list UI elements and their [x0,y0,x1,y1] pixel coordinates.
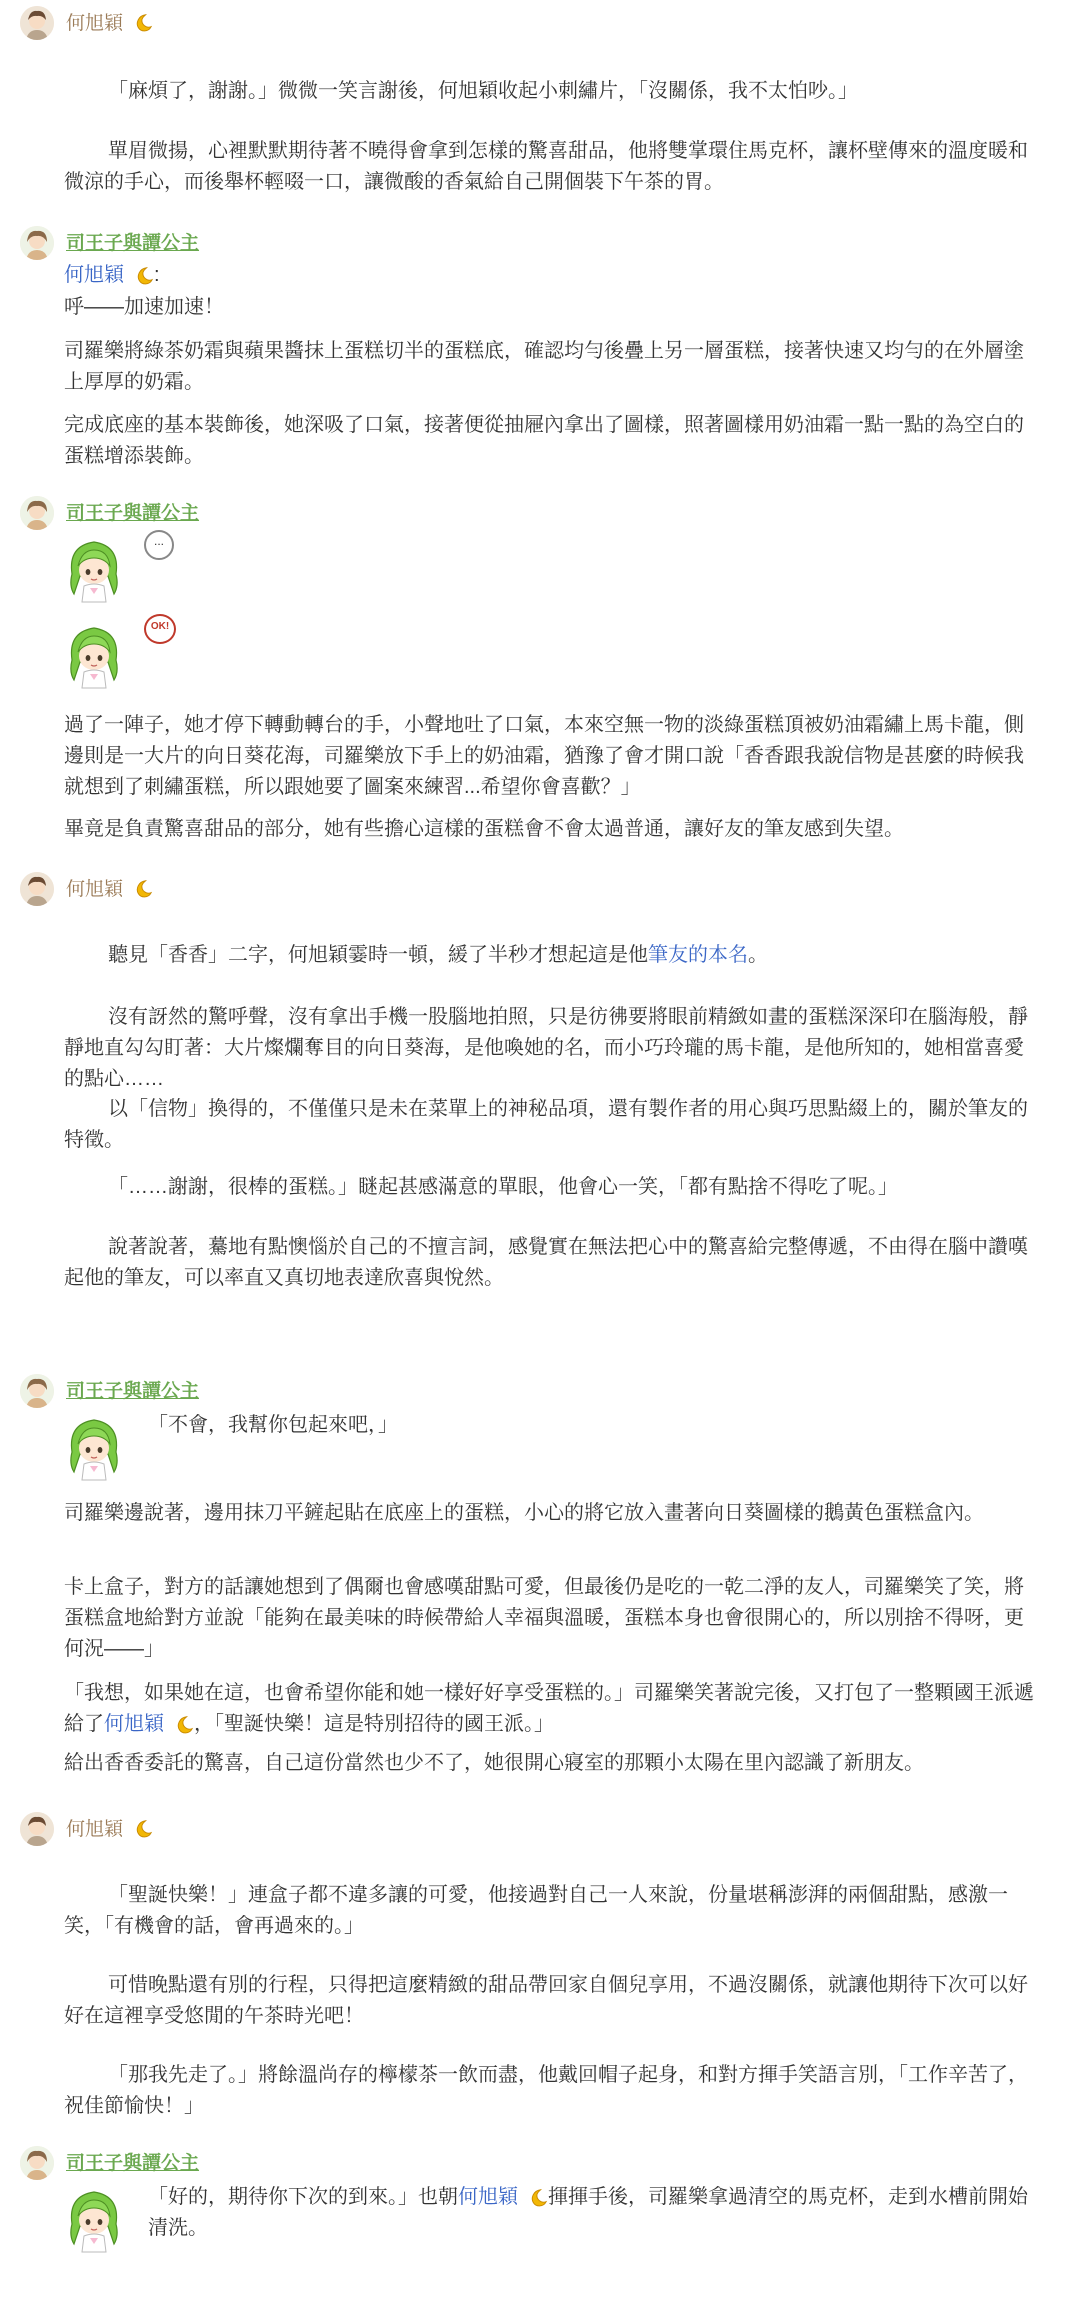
post-paragraph: 司羅樂邊說著，邊用抹刀平鏟起貼在底座上的蛋糕，小心的將它放入畫著向日葵圖樣的鵝黃色蛋糕盒內。 [64,1502,984,1524]
author-name[interactable]: 司王子與譚公主 [66,232,200,254]
crescent-moon-icon [172,1714,194,1736]
avatar[interactable] [20,226,54,260]
text-span: 「我想，如果她在這，也會希望你能和她一樣好好享受蛋糕的。」司羅樂笑著說完後，又打包了一整顆國王派遞給了 [64,1682,1034,1735]
post-paragraph: 卡上盒子，對方的話讓她想到了偶爾也會感嘆甜點可愛，但最後仍是吃的一乾二淨的友人，司羅樂笑了笑，將蛋糕盒地給對方並說「能夠在最美味的時候帶給人幸福與溫暖，蛋糕本身也會很開心的，所以別捨不得呀，更何況——」 [64,1576,1024,1660]
avatar[interactable] [20,1812,54,1846]
post-paragraph: 完成底座的基本裝飾後，她深吸了口氣，接著便從抽屜內拿出了圖樣，照著圖樣用奶油霜一點一點的為空白的蛋糕增添裝飾。 [64,414,1024,467]
post-header [20,872,153,906]
post-paragraph [64,1678,1040,1740]
post-paragraph: 呼——加速加速！ [64,296,224,318]
post-paragraph: 「那我先走了。」將餘溫尚存的檸檬茶一飲而盡，他戴回帽子起身，和對方揮手笑語言別，「工作辛苦了，祝佳節愉快！」 [64,2064,1028,2117]
author-name[interactable]: 司王子與譚公主 [66,1380,200,1402]
post-paragraph: 給出香香委託的驚喜，自己這份當然也少不了，她很開心寢室的那顆小太陽在里內認識了新朋友。 [64,1752,924,1774]
crescent-moon-icon [526,2187,548,2209]
speech-quote: 「不會，我幫你包起來吧，」 [148,1414,398,1436]
author-name[interactable]: 何旭穎 [66,878,124,900]
author-name[interactable]: 何旭穎 [66,12,124,34]
mention-colon: : [154,264,160,286]
post-1 [0,6,1080,216]
green-hair-girl-sticker [64,622,124,694]
post-7 [0,2146,1080,2306]
text-span: 聽見「香香」二字，何旭穎霎時一頓，緩了半秒才想起這是他 [108,944,648,966]
post-paragraph: 以「信物」換得的，不僅僅只是未在菜單上的神秘品項，還有製作者的用心與巧思點綴上的，關於筆友的特徵。 [64,1098,1028,1151]
pen-pal-link[interactable]: 筆友的本名 [648,944,748,966]
post-6 [0,1812,1080,2132]
avatar[interactable] [20,496,54,530]
text-span: 揮揮手後，司羅樂拿過清空的馬克杯，走到水槽前開始清洗。 [148,2186,1028,2239]
avatar[interactable] [20,1374,54,1408]
avatar[interactable] [20,872,54,906]
mention-link[interactable]: 何旭穎 [64,264,124,286]
post-paragraph: 單眉微揚，心裡默默期待著不曉得會拿到怎樣的驚喜甜品，他將雙掌環住馬克杯，讓杯壁傳來的溫度暖和微涼的手心，而後舉杯輕啜一口，讓微酸的香氣給自己開個裝下午茶的胃。 [64,140,1028,193]
post-paragraph: 沒有訝然的驚呼聲，沒有拿出手機一股腦地拍照，只是彷彿要將眼前精緻如畫的蛋糕深深印在腦海般，靜靜地直勾勾盯著：大片燦爛奪目的向日葵海，是他喚她的名，而小巧玲瓏的馬卡龍，是他所知的，她相當喜愛的點心…… [64,1006,1028,1090]
mention-link[interactable]: 何旭穎 [104,1713,164,1735]
post-paragraph: 可惜晚點還有別的行程，只得把這麼精緻的甜品帶回家自個兒享用，不過沒關係，就讓他期待下次可以好好在這裡享受悠閒的午茶時光吧！ [64,1974,1028,2027]
post-paragraph: 畢竟是負責驚喜甜品的部分，她有些擔心這樣的蛋糕會不會太過普通，讓好友的筆友感到失望。 [64,818,904,840]
post-paragraph [64,940,1040,971]
speech-bubble: OK! [144,614,176,644]
green-hair-girl-sticker [64,1414,124,1486]
crescent-moon-icon [131,1818,153,1840]
post-header [20,6,153,40]
speech-bubble: ... [144,530,174,560]
post-header [20,1374,199,1408]
post-paragraph: 「麻煩了，謝謝。」微微一笑言謝後，何旭穎收起小刺繡片，「沒關係，我不太怕吵。」 [108,80,858,102]
text-span: ，「聖誕快樂！這是特別招待的國王派。」 [194,1713,554,1735]
avatar[interactable] [20,2146,54,2180]
avatar[interactable] [20,6,54,40]
author-name[interactable]: 司王子與譚公主 [66,2152,200,2174]
text-span: 「好的，期待你下次的到來。」也朝 [148,2186,458,2208]
post-2 [0,226,1080,476]
post-3 [0,496,1080,856]
post-header [20,226,199,260]
post-header [20,496,199,530]
crescent-moon-icon [131,878,153,900]
green-hair-girl-sticker [64,536,124,608]
crescent-moon-icon [132,265,154,287]
post-paragraph: 過了一陣子，她才停下轉動轉台的手，小聲地吐了口氣，本來空無一物的淡綠蛋糕頂被奶油霜繡上馬卡龍，側邊則是一大片的向日葵花海，司羅樂放下手上的奶油霜，猶豫了會才開口說「香香跟我說信物是甚麼的時候我就想到了刺繡蛋糕，所以跟她要了圖案來練習...希望你會喜歡？」 [64,714,1024,798]
post-header [20,1812,153,1846]
author-name[interactable]: 司王子與譚公主 [66,502,200,524]
mention-link[interactable]: 何旭穎 [458,2186,518,2208]
green-hair-girl-sticker [64,2186,124,2258]
mention-line [64,260,1040,291]
text-span: 。 [748,944,768,966]
post-paragraph: 「聖誕快樂！」連盒子都不違多讓的可愛，他接過對自己一人來說，份量堪稱澎湃的兩個甜點，感激一笑，「有機會的話，會再過來的。」 [64,1884,1008,1937]
author-name[interactable]: 何旭穎 [66,1818,124,1840]
crescent-moon-icon [131,12,153,34]
post-paragraph: 「……謝謝，很棒的蛋糕。」瞇起甚感滿意的單眼，他會心一笑，「都有點捨不得吃了呢。」 [108,1176,898,1198]
post-header [20,2146,199,2180]
post-paragraph: 司羅樂將綠茶奶霜與蘋果醬抹上蛋糕切半的蛋糕底，確認均勻後疊上另一層蛋糕，接著快速又均勻的在外層塗上厚厚的奶霜。 [64,340,1024,393]
post-paragraph: 說著說著，驀地有點懊惱於自己的不擅言詞，感覺實在無法把心中的驚喜給完整傳遞，不由得在腦中讚嘆起他的筆友，可以率直又真切地表達欣喜與悅然。 [64,1236,1028,1289]
post-paragraph [148,2182,1040,2244]
post-5 [0,1374,1080,1774]
post-4 [0,872,1080,1342]
